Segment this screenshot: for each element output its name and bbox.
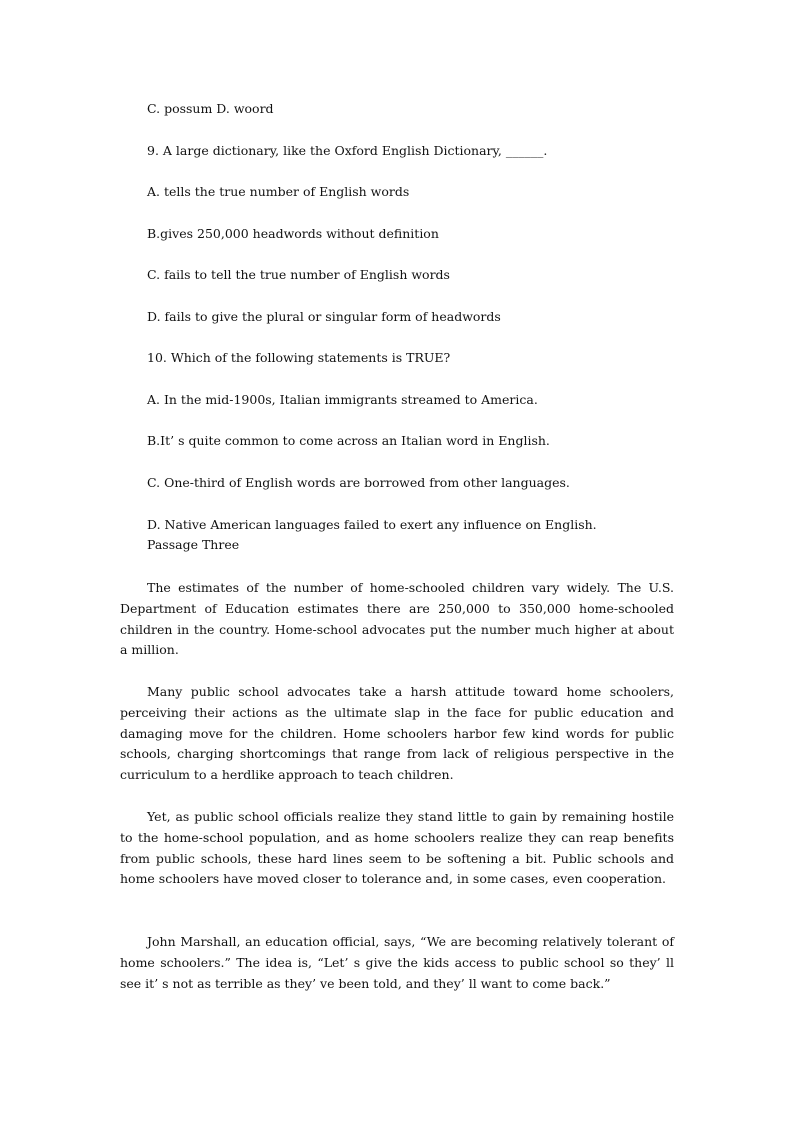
q9-stem: 9. A large dictionary, like the Oxford English Dictionary, ______. bbox=[147, 143, 548, 158]
passage-paragraph-2: Many public school advocates take a harsh attitude toward home schoolers, perceiving their actions as the ultimate slap in the face for public education and damaging move for the children. Home schoolers harbor few kind words for public schools, charging shortcomings that range from lack of religious perspective in the curriculum to a herdlike approach to teach children. bbox=[120, 684, 674, 783]
q9-option-d: D. fails to give the plural or singular form of headwords bbox=[147, 309, 501, 324]
passage-paragraph-1: The estimates of the number of home-schooled children vary widely. The U.S. Department of Education estimates there are 250,000 to 350,000 home-schooled children in the country. Home-school advocates put the number much higher at about a million. bbox=[120, 580, 674, 658]
passage-paragraph-4: John Marshall, an education official, says, “We are becoming relatively tolerant of home schoolers.” The idea is, “Let’ s give the kids access to public school so they’ ll see it’ s not as terrible as they’ ve been told, and they’ ll want to come back.” bbox=[120, 934, 674, 991]
q9-option-a: A. tells the true number of English words bbox=[147, 184, 410, 199]
q8-options-cd: C. possum D. woord bbox=[147, 101, 274, 116]
passage-title: Passage Three bbox=[147, 537, 240, 552]
q10-option-a: A. In the mid-1900s, Italian immigrants streamed to America. bbox=[147, 392, 538, 407]
passage-paragraph-3: Yet, as public school officials realize they stand little to gain by remaining hostile to the home-school population, and as home schoolers realize they can reap benefits from public schools, these hard lines seem to be softening a bit. Public schools and home schoolers have moved closer to tolerance and, in some cases, even cooperation. bbox=[120, 809, 674, 887]
q10-stem: 10. Which of the following statements is TRUE? bbox=[147, 350, 451, 365]
q9-option-c: C. fails to tell the true number of English words bbox=[147, 267, 450, 282]
q9-option-b: B.gives 250,000 headwords without definition bbox=[147, 226, 439, 241]
q10-option-d: D. Native American languages failed to exert any influence on English. bbox=[147, 517, 597, 532]
q10-option-c: C. One-third of English words are borrowed from other languages. bbox=[147, 475, 570, 490]
q10-option-b: B.It’ s quite common to come across an Italian word in English. bbox=[147, 433, 550, 448]
